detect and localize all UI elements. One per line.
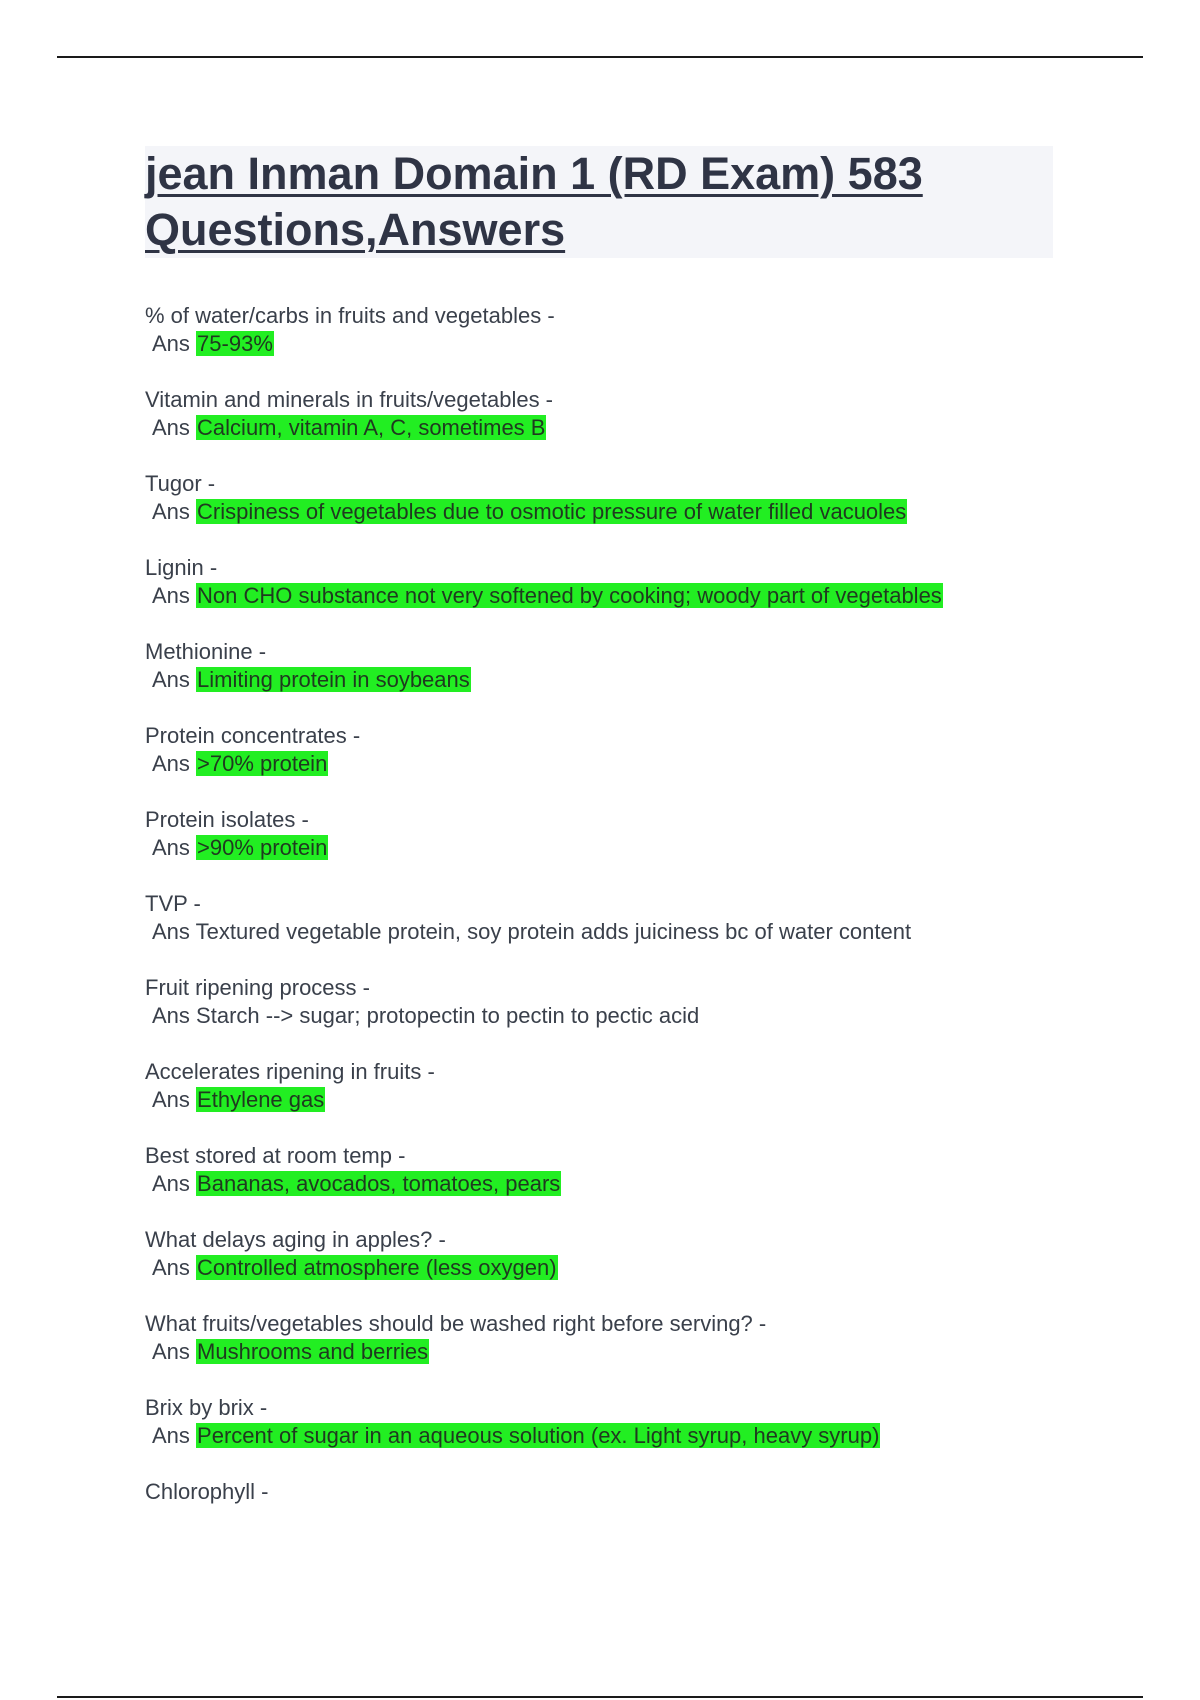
answer-prefix: Ans <box>152 1171 190 1196</box>
answer-line <box>145 1254 1145 1282</box>
answer-line <box>145 414 1145 442</box>
answer-line <box>145 582 1145 610</box>
answer-line <box>145 498 1145 526</box>
answer-line <box>145 1422 1145 1450</box>
answer-text: Textured vegetable protein, soy protein adds juiciness bc of water content <box>195 919 912 944</box>
highlighted-answer: >90% protein <box>197 835 328 860</box>
answer-prefix: Ans <box>152 751 190 776</box>
question-text: % of water/carbs in fruits and vegetables - <box>145 303 555 328</box>
answer-prefix: Ans <box>152 1003 190 1028</box>
qa-item <box>145 386 1145 470</box>
answer-prefix: Ans <box>152 331 190 356</box>
answer-prefix: Ans <box>152 1339 190 1364</box>
qa-list <box>145 302 1145 1562</box>
highlighted-answer: Non CHO substance not very softened by cooking; woody part of vegetables <box>197 583 942 608</box>
qa-item <box>145 890 1145 974</box>
highlighted-answer: Percent of sugar in an aqueous solution (ex. Light syrup, heavy syrup) <box>197 1423 880 1448</box>
qa-item <box>145 1226 1145 1310</box>
answer-line <box>145 918 1145 946</box>
qa-item <box>145 974 1145 1058</box>
qa-item <box>145 554 1145 638</box>
highlighted-answer: >70% protein <box>197 751 328 776</box>
page-title: jean Inman Domain 1 (RD Exam) 583 Questions,Answers <box>145 148 923 255</box>
highlighted-answer: Crispiness of vegetables due to osmotic pressure of water filled vacuoles <box>197 499 907 524</box>
question-text: TVP - <box>145 891 201 916</box>
question-text: What fruits/vegetables should be washed right before serving? - <box>145 1311 767 1336</box>
answer-line <box>145 1002 1145 1030</box>
answer-line <box>145 1170 1145 1198</box>
qa-item <box>145 1058 1145 1142</box>
qa-item <box>145 1394 1145 1478</box>
question-text: Lignin - <box>145 555 218 580</box>
question-text: Protein isolates - <box>145 807 309 832</box>
bottom-rule <box>57 1696 1143 1698</box>
answer-line <box>145 1086 1145 1114</box>
answer-prefix: Ans <box>152 835 190 860</box>
question-text: Vitamin and minerals in fruits/vegetables - <box>145 387 554 412</box>
top-rule <box>57 56 1143 58</box>
qa-item <box>145 1142 1145 1226</box>
answer-prefix: Ans <box>152 1255 190 1280</box>
answer-line <box>145 834 1145 862</box>
highlighted-answer: Bananas, avocados, tomatoes, pears <box>197 1171 561 1196</box>
highlighted-answer: Limiting protein in soybeans <box>197 667 470 692</box>
highlighted-answer: Calcium, vitamin A, C, sometimes B <box>197 415 546 440</box>
answer-prefix: Ans <box>152 583 190 608</box>
highlighted-answer: Controlled atmosphere (less oxygen) <box>197 1255 557 1280</box>
question-text: Best stored at room temp - <box>145 1143 406 1168</box>
answer-prefix: Ans <box>152 919 190 944</box>
question-text: Tugor - <box>145 471 216 496</box>
answer-prefix: Ans <box>152 499 190 524</box>
question-text: Accelerates ripening in fruits - <box>145 1059 435 1084</box>
answer-line <box>145 330 1145 358</box>
answer-prefix: Ans <box>152 415 190 440</box>
question-text: Protein concentrates - <box>145 723 361 748</box>
answer-line <box>145 666 1145 694</box>
question-text: Fruit ripening process - <box>145 975 370 1000</box>
question-text: Chlorophyll - <box>145 1479 269 1504</box>
highlighted-answer: Ethylene gas <box>197 1087 325 1112</box>
answer-line <box>145 1338 1145 1366</box>
answer-line <box>145 750 1145 778</box>
question-text: What delays aging in apples? - <box>145 1227 446 1252</box>
answer-prefix: Ans <box>152 1087 190 1112</box>
answer-prefix: Ans <box>152 1423 190 1448</box>
qa-item <box>145 722 1145 806</box>
highlighted-answer: Mushrooms and berries <box>197 1339 429 1364</box>
answer-text: Starch --> sugar; protopectin to pectin to pectic acid <box>196 1003 700 1028</box>
qa-item <box>145 1310 1145 1394</box>
qa-item <box>145 638 1145 722</box>
qa-item <box>145 302 1145 386</box>
qa-item <box>145 1478 1145 1562</box>
question-text: Methionine - <box>145 639 267 664</box>
answer-prefix: Ans <box>152 667 190 692</box>
qa-item <box>145 806 1145 890</box>
question-text: Brix by brix - <box>145 1395 268 1420</box>
highlighted-answer: 75-93% <box>197 331 273 356</box>
qa-item <box>145 470 1145 554</box>
